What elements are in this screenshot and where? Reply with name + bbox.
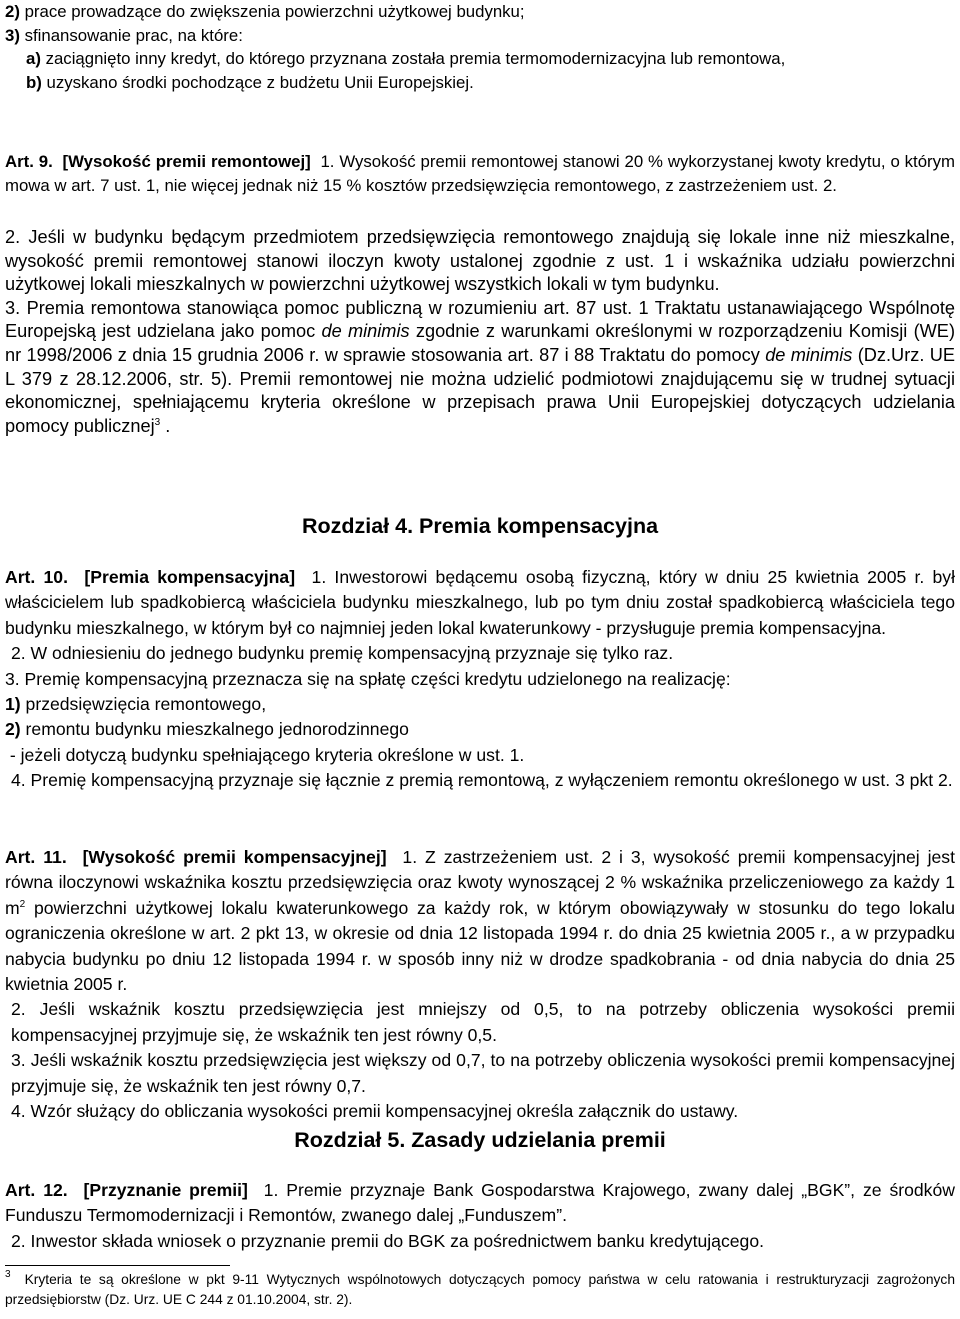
footnote-body: Kryteria te są określone w pkt 9-11 Wytycznych wspólnotowych dotyczących pomocy państwa w celu ratowania i restrukturyzacji zagrożonych przedsiębiorstw (Dz. Urz. UE C 244 z 01.10.2004, str. 2). — [5, 1272, 955, 1307]
paragraph-text: 1. Wysokość premii remontowej stanowi 20 % wykorzystanej kwoty kredytu, o którym mowa w art. 7 ust. 1, nie więcej jednak niż 15 % kosztów przedsięwzięcia remontowego, z zastrzeżeniem ust. 2. — [5, 152, 960, 195]
list-item-3 — [5, 24, 955, 48]
superscript: 2 — [19, 898, 26, 910]
footnote-ref: 3 — [154, 416, 161, 428]
article-11 — [5, 845, 960, 1124]
article-10-item-2 — [5, 717, 955, 742]
paragraph-text: 1. Z zastrzeżeniem ust. 2 i 3, wysokość premii kompensacyjnej jest równa iloczynowi wskaźnika kosztu przedsięwzięcia oraz kwoty wynoszącej 2 % wskaźnika przeliczeniowego za każdy 1 m — [5, 847, 960, 918]
footnote-separator — [5, 1265, 230, 1266]
list-number: b) — [26, 72, 42, 92]
list-number: a) — [26, 49, 41, 68]
article-10 — [5, 565, 960, 794]
list-text: prace prowadzące do zwiększenia powierzchni użytkowej budynku; — [19, 2, 525, 21]
article-9-para-1 — [5, 150, 960, 197]
article-9-body — [5, 226, 955, 438]
list-number: 3) — [5, 25, 20, 45]
article-11-para-3: 3. Jeśli wskaźnik kosztu przedsięwzięcia jest większy od 0,7, to na potrzeby obliczenia wysokości premii kompensacyjnej przyjmuje się, że wskaźnik ten jest równy 0,7. — [11, 1050, 955, 1096]
article-12-para-2: 2. Inwestor składa wniosek o przyznanie premii do BGK za pośrednictwem banku kredytującego. — [11, 1230, 765, 1251]
article-10-item-1 — [5, 692, 955, 717]
sub-item-a — [5, 47, 955, 71]
article-9-para-2: 2. Jeśli w budynku będącym przedmiotem przedsięwzięcia remontowego znajdują się lokale inne niż mieszkalne, wysokość premii remontowej stanowi iloczyn kwoty ustalonej zgodnie z ust. 1 i wskaźnika udziału powierzchni użytkowej lokali mieszkalnych w powierzchni użytkowej wszystkich lokali w tym budynku. — [5, 227, 955, 295]
list-number: 2) — [5, 2, 20, 21]
list-text: sfinansowanie prac, na które: — [19, 25, 243, 45]
list-text: przedsięwzięcia remontowego, — [20, 694, 267, 715]
article-heading: Art. 9. [Wysokość premii remontowej] — [5, 152, 311, 171]
article-10-condition: - jeżeli dotyczą budynku spełniającego kryteria określone w ust. 1. — [5, 744, 525, 765]
paragraph-text: powierzchni użytkowej lokalu kwaterunkowego za każdy rok, w którym obowiązywały w stosunku do tego lokalu ograniczenia określone w art. 2 pkt 13, w okresie od dnia 12 listopada 1994 r. do dnia 25 kwietnia 2005 r., a w przypadku nabycia budynku po dniu 12 listopada 1994 r. w sposób inny niż w drodze spadkobrania - od dnia nabycia do dnia 25 kwietnia 2005 r. — [5, 897, 960, 995]
article-10-para-4: 4. Premię kompensacyjną przyznaje się łącznie z premią remontową, z wyłączeniem remontu określonego w ust. 3 pkt 2. — [11, 770, 953, 791]
list-text: zaciągnięto inny kredyt, do którego przyznana została premia termomodernizacyjna lub remontowa, — [40, 49, 786, 68]
article-12 — [5, 1178, 960, 1254]
article-11-para-1 — [5, 845, 960, 997]
paragraph-text: 1. Inwestorowi będącemu osobą fizyczną, który w dniu 25 kwietnia 2005 r. był właścicielem lub spadkobiercą właściciela budynku mieszkalnego, lub po tym dniu został spadkobiercą właściciela tego budynku mieszkalnego, w którym był co najmniej jeden lokal kwaterunkowy - przysługuje premia kompensacyjna. — [5, 567, 960, 638]
chapter-5-title: Rozdział 5. Zasady udzielania premii — [294, 1128, 666, 1152]
article-11-para-2: 2. Jeśli wskaźnik kosztu przedsięwzięcia jest mniejszy od 0,5, to na potrzeby obliczenia wysokości premii kompensacyjnej przyjmuje się, że wskaźnik ten jest równy 0,5. — [11, 999, 955, 1045]
paragraph-text: (Dz.Urz. UE L 379 z 28.12.2006, str. 5). Premii remontowej nie można udzielić podmiotowi znajdującemu się w trudnej sytuacji ekonomicznej, spełniającemu kryteria określone w przepisach prawa Unii Europejskiej dotyczących udzielania pomocy publicznej — [5, 344, 955, 436]
italic-term: de minimis — [765, 344, 853, 365]
list-text: uzyskano środki pochodzące z budżetu Unii Europejskiej. — [41, 72, 474, 92]
article-9 — [5, 150, 960, 197]
italic-term: de minimis — [321, 321, 410, 342]
article-9-para-3 — [5, 297, 955, 439]
article-12-para-1 — [5, 1178, 960, 1229]
list-text: remontu budynku mieszkalnego jednorodzinnego — [20, 719, 409, 740]
article-10-para-2: 2. W odniesieniu do jednego budynku premię kompensacyjną przyznaje się tylko raz. — [11, 643, 674, 664]
article-10-para-1 — [5, 565, 960, 641]
article-heading: Art. 11. [Wysokość premii kompensacyjnej] — [5, 847, 387, 867]
article-10-para-3: 3. Premię kompensacyjną przeznacza się na spłatę części kredytu udzielonego na realizację: — [5, 668, 731, 689]
article-heading: Art. 10. [Premia kompensacyjna] — [5, 567, 296, 587]
chapter-4-title: Rozdział 4. Premia kompensacyjna — [301, 514, 659, 538]
sub-item-b — [5, 71, 955, 95]
article-heading: Art. 12. [Przyznanie premii] — [5, 1180, 248, 1200]
article-11-para-4: 4. Wzór służący do obliczania wysokości premii kompensacyjnej określa załącznik do ustawy. — [11, 1101, 739, 1122]
paragraph-text: 1. Premie przyznaje Bank Gospodarstwa Krajowego, zwany dalej „BGK”, ze środków Funduszu Termomodernizacji i Remontów, zwanego dalej „Funduszem”. — [5, 1180, 960, 1226]
paragraph-text: 3. Premia remontowa stanowiąca pomoc publiczną w rozumieniu art. 87 ust. 1 Traktatu ustanawiającego Wspólnotę Europejską jest udzielana jako pomoc — [5, 297, 955, 342]
top-list — [5, 0, 955, 94]
list-number: 1) — [5, 694, 21, 715]
footnote-number: 3 — [5, 1269, 11, 1280]
footnote — [5, 1270, 955, 1310]
paragraph-text: zgodnie z warunkami określonymi w rozporządzeniu Komisji (WE) nr 1998/2006 z dnia 15 grudnia 2006 r. w sprawie stosowania art. 87 i 88 Traktatu do pomocy — [5, 321, 955, 365]
list-number: 2) — [5, 719, 21, 740]
paragraph-text: . — [160, 415, 171, 436]
footnote-text — [5, 1270, 955, 1310]
list-item-2 — [5, 0, 955, 24]
